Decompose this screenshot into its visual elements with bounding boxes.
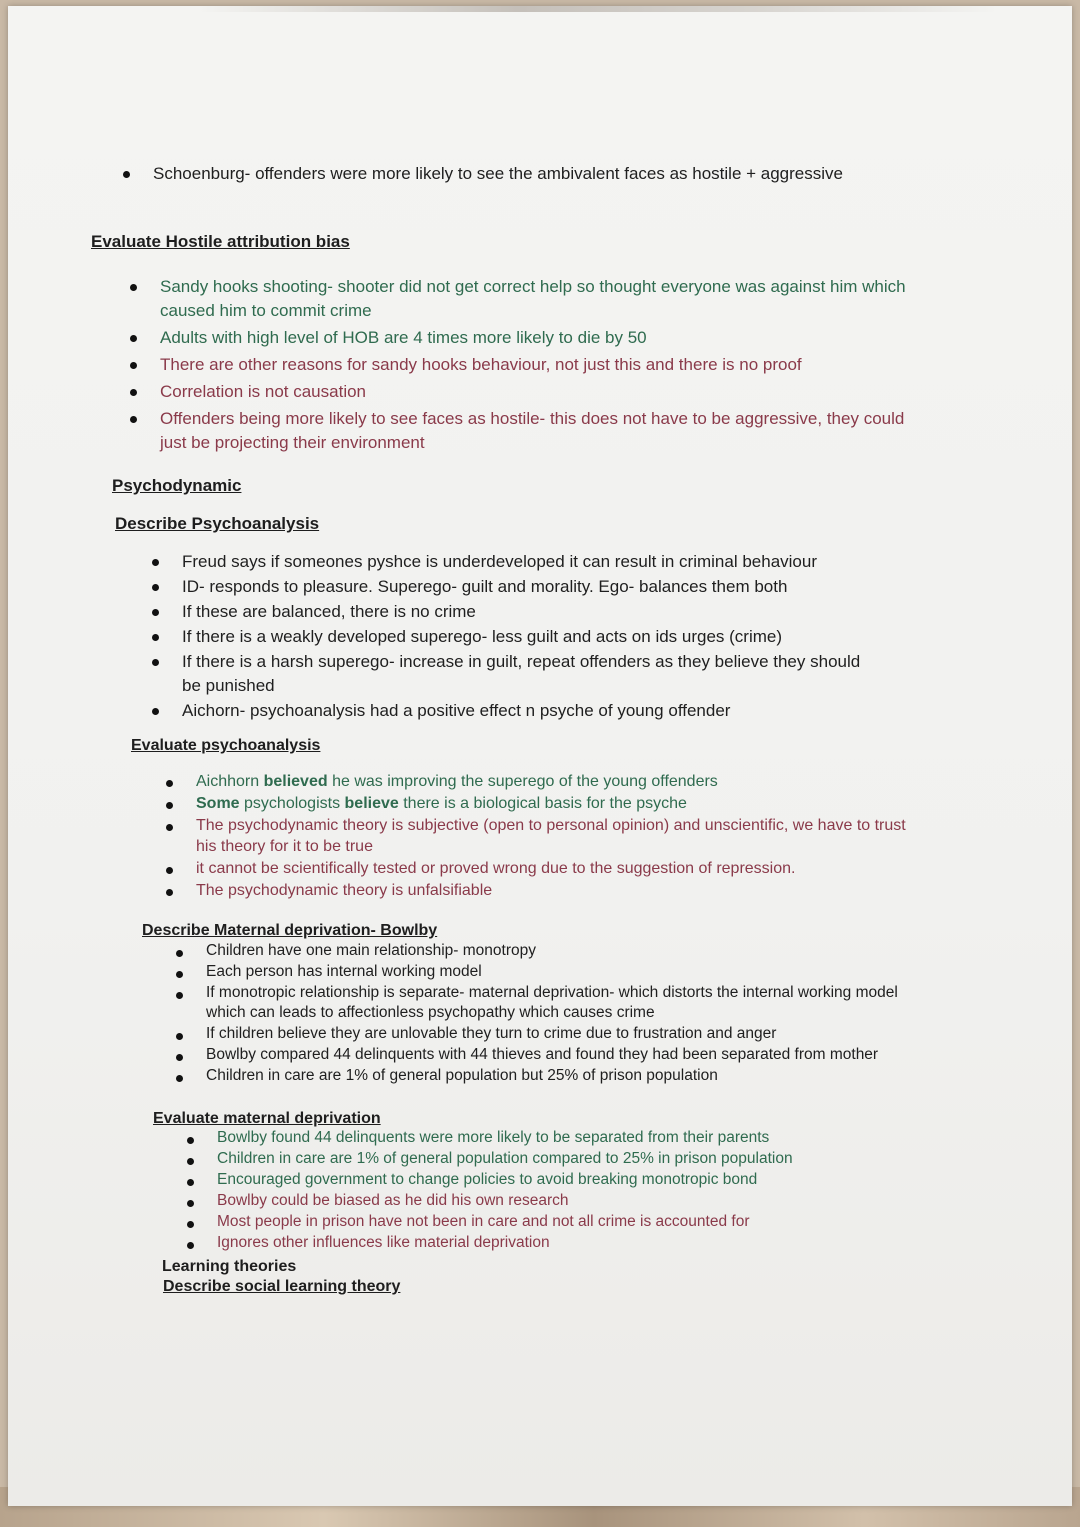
bullet-icon xyxy=(166,802,173,809)
list-item-text: Offenders being more likely to see faces as hostile- this does not have to be aggressive, they could just be projecting their environment xyxy=(160,409,905,452)
list-item-text: Adults with high level of HOB are 4 times more likely to die by 50 xyxy=(160,328,647,347)
list-item xyxy=(206,1024,906,1044)
bullet-icon xyxy=(187,1179,194,1186)
list-item xyxy=(196,880,906,901)
list-item xyxy=(182,650,882,698)
bullet-icon xyxy=(187,1137,194,1144)
list-item-text: Children in care are 1% of general population compared to 25% in prison population xyxy=(217,1150,793,1167)
list-item xyxy=(217,1149,907,1169)
section-heading-evaluate-maternal-deprivation: Evaluate maternal deprivation xyxy=(153,1110,381,1127)
list-item-text: Correlation is not causation xyxy=(160,382,367,401)
bullet-icon xyxy=(152,584,159,591)
section-title-psychodynamic: Psychodynamic xyxy=(112,476,242,495)
bullet-icon xyxy=(166,889,173,896)
bullet-icon xyxy=(176,992,183,999)
section-title-learning-theories: Learning theories xyxy=(162,1258,297,1275)
bullet-icon xyxy=(176,1033,183,1040)
maternal-describe-list xyxy=(206,941,906,1086)
list-item xyxy=(160,275,910,323)
list-item-text: Freud says if someones pyshce is underdeveloped it can result in criminal behaviour xyxy=(182,552,817,571)
list-item xyxy=(153,162,873,186)
intro-list xyxy=(153,162,873,186)
emphasis-text: believe xyxy=(344,795,399,812)
list-item-text: Schoenburg- offenders were more likely to see the ambivalent faces as hostile + aggressive xyxy=(153,164,843,183)
hab-evaluate-list xyxy=(160,275,910,455)
list-item-text: psychologists xyxy=(239,795,345,812)
bullet-icon xyxy=(152,559,159,566)
list-item-text: Sandy hooks shooting- shooter did not get correct help so thought everyone was against him which caused him to commit crime xyxy=(160,277,906,320)
list-item xyxy=(160,326,910,350)
list-item-text: Each person has internal working model xyxy=(206,963,482,980)
list-item-text: If there is a harsh superego- increase in guilt, repeat offenders as they believe they should be punished xyxy=(182,652,861,695)
list-item xyxy=(182,625,882,649)
psychoanalysis-describe-list xyxy=(182,550,882,723)
bullet-icon xyxy=(152,609,159,616)
bullet-icon xyxy=(166,780,173,787)
list-item-text: ID- responds to pleasure. Superego- guilt and morality. Ego- balances them both xyxy=(182,577,788,596)
bullet-icon xyxy=(187,1200,194,1207)
list-item xyxy=(196,858,906,879)
psychoanalysis-evaluate-list xyxy=(196,771,906,901)
list-item-text: There are other reasons for sandy hooks behaviour, not just this and there is no proof xyxy=(160,355,802,374)
list-item xyxy=(206,1045,906,1065)
bullet-icon xyxy=(130,389,137,396)
list-item xyxy=(196,815,906,857)
list-item-text: Aichhorn xyxy=(196,773,264,790)
maternal-evaluate-list xyxy=(217,1128,907,1253)
list-item-text: If these are balanced, there is no crime xyxy=(182,602,476,621)
section-heading-describe-maternal-deprivation: Describe Maternal deprivation- Bowlby xyxy=(142,922,438,939)
list-item xyxy=(206,941,906,961)
list-item-text: If there is a weakly developed superego- less guilt and acts on ids urges (crime) xyxy=(182,627,783,646)
bullet-icon xyxy=(166,824,173,831)
paper-edge-shadow xyxy=(198,6,998,12)
list-item xyxy=(182,550,882,574)
list-item xyxy=(160,380,910,404)
section-heading-evaluate-psychoanalysis: Evaluate psychoanalysis xyxy=(131,737,321,754)
bullet-icon xyxy=(152,659,159,666)
list-item-text: The psychodynamic theory is subjective (open to personal opinion) and unscientific, we have to trust his theory for it to be true xyxy=(196,817,906,855)
bullet-icon xyxy=(187,1221,194,1228)
bullet-icon xyxy=(152,708,159,715)
list-item-text: Aichorn- psychoanalysis had a positive effect n psyche of young offender xyxy=(182,701,731,720)
list-item xyxy=(217,1128,907,1148)
bullet-icon xyxy=(166,867,173,874)
bullet-icon xyxy=(130,416,137,423)
list-item-text: there is a biological basis for the psyche xyxy=(398,795,687,812)
list-item-text: The psychodynamic theory is unfalsifiable xyxy=(196,882,493,899)
notes-page xyxy=(8,6,1072,1506)
list-item xyxy=(206,983,906,1023)
section-heading-hab-evaluate: Evaluate Hostile attribution bias xyxy=(91,232,350,251)
bullet-icon xyxy=(176,950,183,957)
section-heading-describe-psychoanalysis: Describe Psychoanalysis xyxy=(115,514,320,533)
bullet-icon xyxy=(176,971,183,978)
list-item xyxy=(217,1212,907,1232)
list-item xyxy=(206,962,906,982)
list-item xyxy=(160,407,910,455)
list-item-text: Children have one main relationship- monotropy xyxy=(206,942,536,959)
list-item-text: he was improving the superego of the young offenders xyxy=(327,773,718,790)
list-item-text: Bowlby could be biased as he did his own research xyxy=(217,1192,569,1209)
emphasis-text: believed xyxy=(263,773,328,790)
bullet-icon xyxy=(123,171,130,178)
emphasis-text: Some xyxy=(196,795,240,812)
list-item xyxy=(160,353,910,377)
list-item-text: Ignores other influences like material deprivation xyxy=(217,1234,550,1251)
list-item xyxy=(217,1191,907,1211)
list-item-text: Most people in prison have not been in care and not all crime is accounted for xyxy=(217,1213,750,1230)
list-item xyxy=(217,1170,907,1190)
list-item xyxy=(196,771,906,792)
list-item-text: Bowlby compared 44 delinquents with 44 thieves and found they had been separated from mother xyxy=(206,1046,879,1063)
bullet-icon xyxy=(130,284,137,291)
section-heading-describe-social-learning: Describe social learning theory xyxy=(163,1278,401,1295)
list-item-text: Encouraged government to change policies to avoid breaking monotropic bond xyxy=(217,1171,758,1188)
bullet-icon xyxy=(187,1242,194,1249)
bullet-icon xyxy=(176,1054,183,1061)
list-item xyxy=(182,699,882,723)
bullet-icon xyxy=(130,335,137,342)
bullet-icon xyxy=(130,362,137,369)
list-item-text: Children in care are 1% of general population but 25% of prison population xyxy=(206,1067,718,1084)
list-item-text: Bowlby found 44 delinquents were more likely to be separated from their parents xyxy=(217,1129,770,1146)
list-item xyxy=(196,793,906,814)
list-item-text: it cannot be scientifically tested or proved wrong due to the suggestion of repression. xyxy=(196,860,796,877)
bullet-icon xyxy=(176,1075,183,1082)
list-item xyxy=(217,1233,907,1253)
bullet-icon xyxy=(152,634,159,641)
bullet-icon xyxy=(187,1158,194,1165)
list-item xyxy=(206,1066,906,1086)
list-item-text: If monotropic relationship is separate- maternal deprivation- which distorts the internal working model which can leads to affectionless psychopathy which causes crime xyxy=(206,984,898,1021)
list-item-text: If children believe they are unlovable they turn to crime due to frustration and anger xyxy=(206,1025,777,1042)
list-item xyxy=(182,600,882,624)
list-item xyxy=(182,575,882,599)
